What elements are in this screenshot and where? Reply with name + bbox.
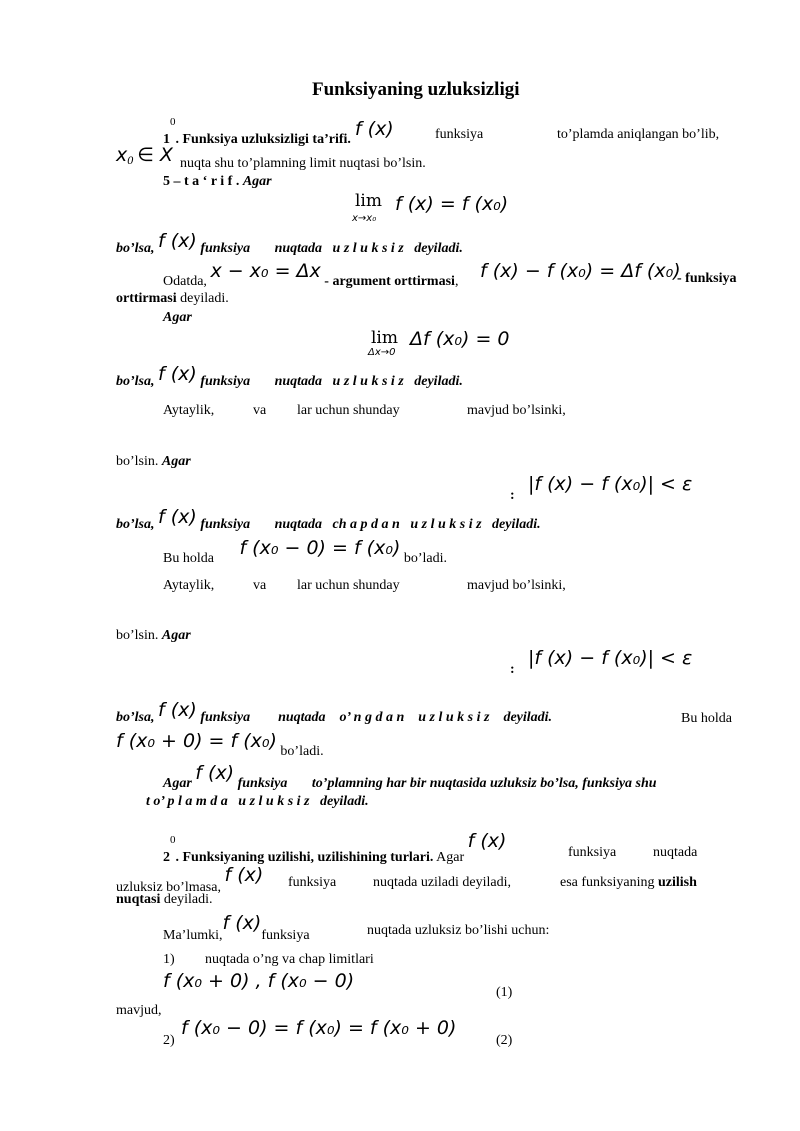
def-b-bolsa: bo’lsa, <box>116 374 155 389</box>
orttirmasi-term: orttirmasi <box>116 291 177 306</box>
x0-in-X-formula <box>116 146 173 166</box>
definition-5-label <box>163 175 272 189</box>
right-colon: : <box>510 662 515 677</box>
left-buholda: Bu holda <box>163 551 214 566</box>
def5-agar: Agar <box>242 174 272 189</box>
section-2-t3: uzluksiz bo’lmasa, <box>116 880 221 895</box>
def5-bolsa: bo’lsa, <box>116 241 155 256</box>
def-b-lim-sub: Δx→0 <box>368 347 396 358</box>
set-def-rest1: funksiya to’plamning har bir nuqtasida uzluksiz bo’lsa, funksiya shu <box>237 776 657 791</box>
section-2-fx: f (x) <box>467 830 507 852</box>
malumki-text: Ma’lumki, <box>163 928 223 943</box>
def5-title: 5 – t a ‘ r i f . <box>163 174 240 189</box>
def-b-agar: Agar <box>163 310 192 325</box>
item-2-number: 2) <box>163 1033 175 1048</box>
left-boladi: bo’ladi. <box>403 551 448 566</box>
left-equation: f (x₀ − 0) = f (x₀) <box>239 537 401 559</box>
left-rest: funksiya nuqtada ch a p d a n u z l u k s i z deyiladi. <box>200 517 541 532</box>
malumki-t2: nuqtada uzluksiz bo’lishi uchun: <box>367 923 550 938</box>
right-mavjud: mavjud bo’lsinki, <box>467 578 566 593</box>
increment-formula: f (x) − f (x₀) = Δf (x₀) <box>480 260 681 282</box>
malumki-t1: funksiya <box>261 928 310 943</box>
section-2-line-3 <box>116 893 212 907</box>
def5-rest: funksiya nuqtada u z l u k s i z deyiladi. <box>200 241 463 256</box>
section-1-text-c: nuqta shu to’plamning limit nuqtasi bo’lsin. <box>180 156 426 171</box>
right-bolsin-line <box>116 629 191 643</box>
section-2-agar: Agar <box>436 850 465 865</box>
right-buholda: Bu holda <box>681 711 732 726</box>
left-fx: f (x) <box>158 506 197 528</box>
set-def-rest2: t o’ p l a m d a u z l u k s i z deyiladi. <box>146 794 369 809</box>
right-conclusion <box>116 699 553 725</box>
right-lar-uchun: lar uchun shunday <box>297 578 400 593</box>
def-b-equation: Δf (x₀) = 0 <box>410 328 510 350</box>
section-2-number: 2 <box>163 850 170 865</box>
section-2-t8: nuqtasi <box>116 892 161 907</box>
odatda-comma: , <box>454 274 459 289</box>
set-def-fx: f (x) <box>195 762 235 784</box>
section-1-text-a: funksiya <box>435 127 484 142</box>
section-1-text-b: to’plamda aniqlangan bo’lib, <box>557 127 720 142</box>
left-conclusion <box>116 506 541 532</box>
def-b-rest: funksiya nuqtada u z l u k s i z deyiladi. <box>200 374 463 389</box>
orttirmasi-line <box>116 292 229 306</box>
right-fx: f (x) <box>158 699 197 721</box>
section-2-t2: nuqtada <box>653 845 698 860</box>
right-equation: f (x₀ + 0) = f (x₀) <box>116 730 277 752</box>
right-boladi: bo’ladi. <box>280 744 324 759</box>
def5-lim: lim <box>355 191 382 211</box>
left-bolsin: bo’lsin. <box>116 454 159 469</box>
item-1-text: nuqtada o’ng va chap limitlari <box>205 952 374 967</box>
argument-orttirmasi: - argument orttirmasi <box>324 274 455 289</box>
set-def-line-1 <box>163 762 657 791</box>
def-b-fx: f (x) <box>158 363 197 385</box>
left-lar-uchun: lar uchun shunday <box>297 403 400 418</box>
section-2-fx2: f (x) <box>224 864 264 886</box>
section-2-t1: funksiya <box>568 845 617 860</box>
left-va: va <box>253 403 267 418</box>
def-b-lim: lim <box>371 328 398 348</box>
set-def-agar: Agar <box>163 776 192 791</box>
left-agar: Agar <box>161 454 191 469</box>
section-1-number: 1 <box>163 132 170 147</box>
left-inequality: |f (x) − f (x₀)| < ε <box>528 473 693 495</box>
item-2-eqnum: (2) <box>496 1033 513 1048</box>
x0-symbol: x <box>116 144 128 166</box>
item-1-eqnum: (1) <box>496 985 513 1000</box>
item-1-number: 1) <box>163 952 175 967</box>
left-aytaylik: Aytaylik, <box>163 403 215 418</box>
def5-fx: f (x) <box>158 230 197 252</box>
in-X-symbol: ∈ X <box>137 144 173 166</box>
fx-formula: f (x) <box>354 118 394 140</box>
section-2-line-1 <box>163 830 507 865</box>
left-bolsa: bo’lsa, <box>116 517 155 532</box>
malumki-fx: f (x) <box>222 912 262 934</box>
x0-subscript: 0 <box>127 153 134 167</box>
right-equation-line <box>116 730 324 759</box>
section-2-sup: 0 <box>170 834 176 847</box>
right-aytaylik: Aytaylik, <box>163 578 215 593</box>
left-bolsin-line <box>116 455 191 469</box>
odatda-line <box>163 260 459 289</box>
section-1-line-1 <box>163 116 394 147</box>
malumki-line <box>163 912 310 943</box>
section-2-t7: uzilish <box>657 875 697 890</box>
mavjud-text: mavjud, <box>116 1003 162 1018</box>
section-2-line-2 <box>116 864 264 895</box>
right-rest: funksiya nuqtada o’ n g d a n u z l u k s i z deyiladi. <box>200 710 553 725</box>
argument-formula: x − x₀ = Δx <box>210 260 321 282</box>
right-va: va <box>253 578 267 593</box>
section-2-t4: funksiya <box>288 875 337 890</box>
odatda-text: Odatda, <box>163 274 207 289</box>
left-mavjud: mavjud bo’lsinki, <box>467 403 566 418</box>
page-title: Funksiyaning uzluksizligi <box>312 79 520 100</box>
section-1-heading: . Funksiya uzluksizligi ta’rifi. <box>175 132 351 147</box>
left-colon: : <box>510 488 515 503</box>
section-2-t6-line <box>560 876 697 890</box>
right-inequality: |f (x) − f (x₀)| < ε <box>528 647 693 669</box>
section-2-t6: esa funksiyaning <box>560 875 655 890</box>
funksiya-label: - funksiya <box>677 271 737 286</box>
right-bolsin: bo’lsin. <box>116 628 159 643</box>
item-2-formula: f (x₀ − 0) = f (x₀) = f (x₀ + 0) <box>181 1017 457 1039</box>
def5-equation: f (x) = f (x₀) <box>395 193 509 215</box>
section-2-t9: deyiladi. <box>163 892 213 907</box>
def5-lim-sub: x→x₀ <box>352 213 377 224</box>
section-2-t5: nuqtada uziladi deyiladi, <box>373 875 512 890</box>
section-1-sup: 0 <box>170 116 176 129</box>
left-buholda-line <box>163 537 448 566</box>
right-bolsa: bo’lsa, <box>116 710 155 725</box>
orttirmasi-deyiladi: deyiladi. <box>180 291 229 306</box>
def-b-conclusion <box>116 363 463 389</box>
item-1-formula: f (x₀ + 0) , f (x₀ − 0) <box>163 970 355 992</box>
section-2-heading: . Funksiyaning uzilishi, uzilishining turlari. <box>175 850 434 865</box>
def5-conclusion <box>116 230 463 256</box>
right-agar: Agar <box>161 628 191 643</box>
